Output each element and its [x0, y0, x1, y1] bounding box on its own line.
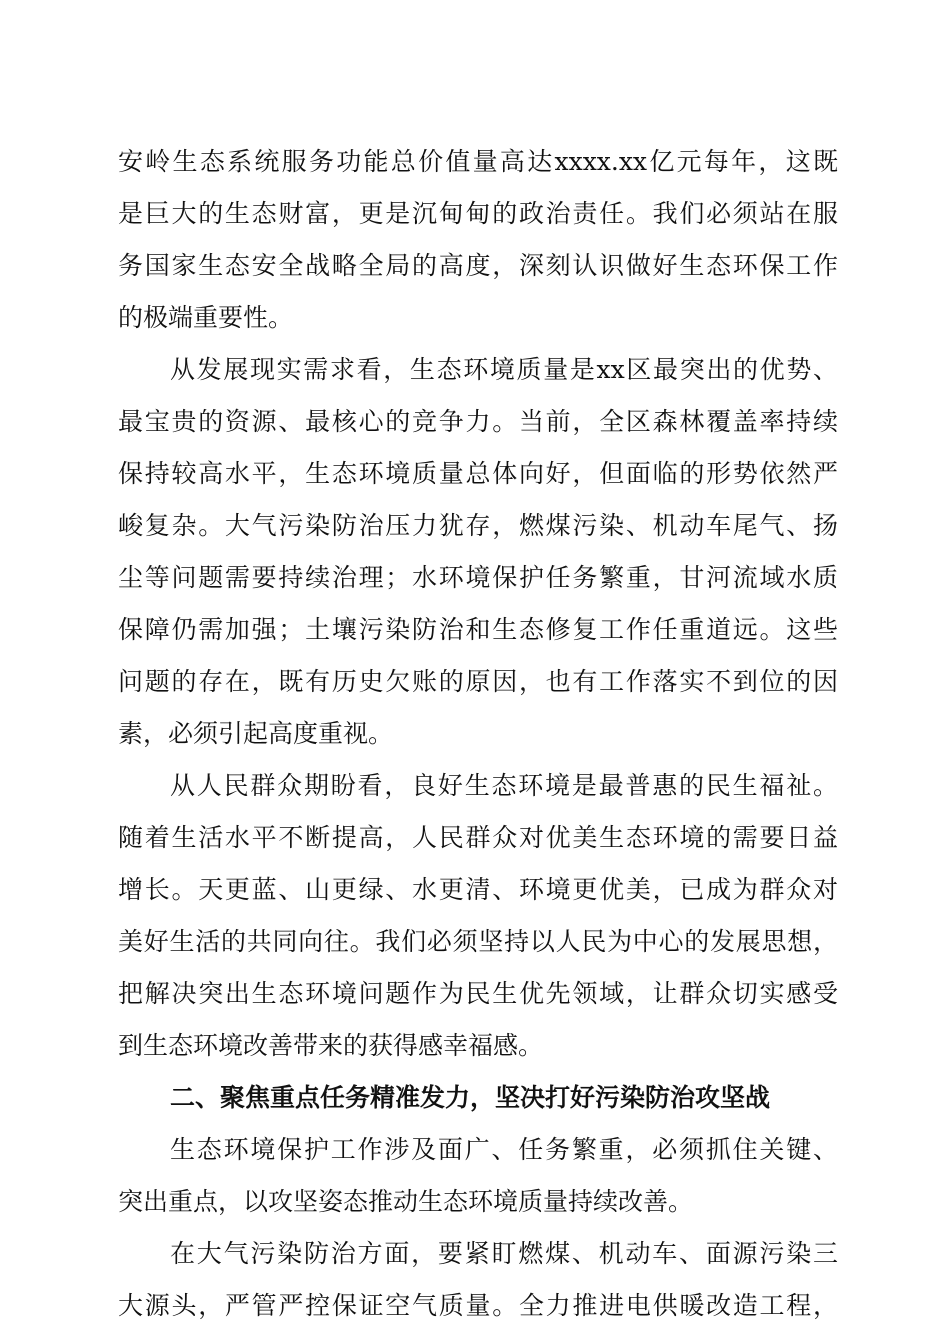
text-line: 峻复杂。大气污染防治压力犹存，燃煤污染、机动车尾气、扬	[118, 511, 838, 540]
text-line: 美好生活的共同向往。我们必须坚持以人民为中心的发展思想，	[118, 927, 838, 956]
document-body	[118, 140, 838, 1336]
text-line: 素，必须引起高度重视。	[118, 719, 394, 748]
text-line: 把解决突出生态环境问题作为民生优先领域，让群众切实感受	[118, 979, 838, 1008]
text-line: 尘等问题需要持续治理；水环境保护任务繁重，甘河流域水质	[118, 563, 838, 592]
text-line: 是巨大的生态财富，更是沉甸甸的政治责任。我们必须站在服	[118, 199, 838, 228]
paragraph-start: 在大气污染防治方面，要紧盯燃煤、机动车、面源污染三	[170, 1239, 838, 1268]
text-line: 最宝贵的资源、最核心的竞争力。当前，全区森林覆盖率持续	[118, 407, 838, 436]
text-line: 大源头，严管严控保证空气质量。全力推进电供暖改造工程，	[118, 1291, 838, 1320]
text-line: 保持较高水平，生态环境质量总体向好，但面临的形势依然严	[118, 459, 838, 488]
text-line: 随着生活水平不断提高，人民群众对优美生态环境的需要日益	[118, 823, 838, 852]
paragraph-start: 从发展现实需求看，生态环境质量是xx区最突出的优势、	[170, 355, 838, 384]
text-line: 到生态环境改善带来的获得感幸福感。	[118, 1031, 544, 1060]
text-line: 务国家生态安全战略全局的高度，深刻认识做好生态环保工作	[118, 251, 838, 280]
text-line: 的极端重要性。	[118, 303, 294, 332]
section-heading: 二、聚焦重点任务精准发力，坚决打好污染防治攻坚战	[170, 1083, 771, 1112]
paragraph-start: 从人民群众期盼看，良好生态环境是最普惠的民生福祉。	[170, 771, 838, 800]
text-line: 增长。天更蓝、山更绿、水更清、环境更优美，已成为群众对	[118, 875, 838, 904]
paragraph-start: 生态环境保护工作涉及面广、任务繁重，必须抓住关键、	[170, 1135, 838, 1164]
text-line: 问题的存在，既有历史欠账的原因，也有工作落实不到位的因	[118, 667, 838, 696]
text-line: 安岭生态系统服务功能总价值量高达xxxx.xx亿元每年，这既	[118, 147, 838, 176]
text-line: 突出重点，以攻坚姿态推动生态环境质量持续改善。	[118, 1187, 694, 1216]
text-line: 保障仍需加强；土壤污染防治和生态修复工作任重道远。这些	[118, 615, 838, 644]
